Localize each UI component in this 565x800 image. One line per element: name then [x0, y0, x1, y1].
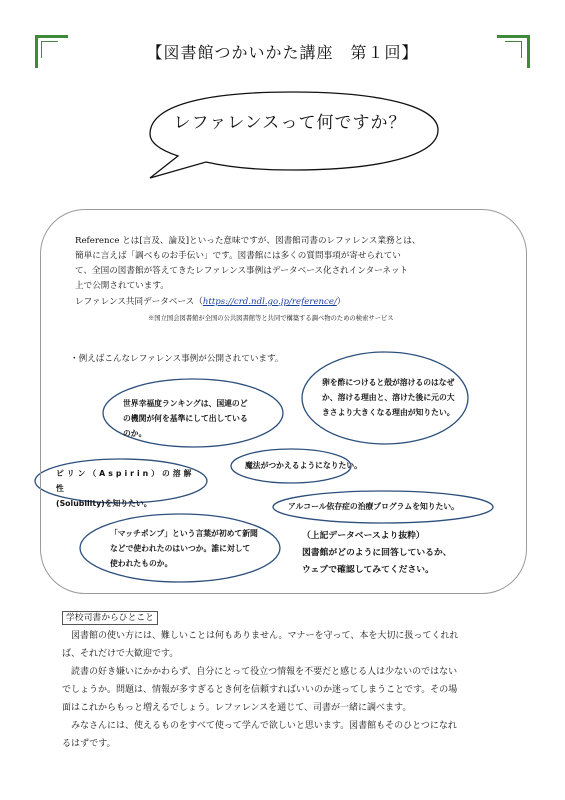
database-line — [75, 295, 345, 310]
speech-bubble-text: レファレンスって何ですか？ — [173, 113, 407, 133]
example-3-text: 魔法がつかえるようになりたい。 — [245, 461, 362, 470]
librarian-line-7: るはずです。 — [62, 739, 116, 749]
librarian-line-4: でしょうか。問題は、情報が多すぎるとき何を信頼すればいいのか迷ってしまうことです。その場 — [62, 685, 458, 695]
speech-bubble — [150, 92, 438, 178]
database-note: ※国立国会図書館が全国の公共図書館等と共同で構築する調べ物のための検索サービス — [148, 315, 394, 322]
example-2-text: 卵を酢につけると殻が溶けるのはなぜ か、溶ける理由と、溶けた後に元の大 きさより大きくなる理由が知りたい。 — [322, 378, 455, 417]
database-label: レファレンス共同データベース（ — [75, 297, 203, 307]
librarian-line-3: 読書の好き嫌いにかかわらず、自分にとって役立つ情報を不要だと感じる人は少ないのではない — [62, 667, 458, 677]
database-link[interactable]: https://crd.ndl.go.jp/reference/ — [202, 297, 337, 307]
librarian-line-6: みなさんには、使えるものをすべて使って学んで欲しいと思います。図書館もそのひとつになれ — [62, 721, 457, 731]
librarian-line-2: ば、それだけで大歓迎です。 — [62, 649, 179, 659]
example-4-text: ピリン（Aspirin）の溶解性 (Solubility)を知りたい。 — [56, 469, 195, 508]
librarian-heading: 学校司書からひとこと — [62, 611, 158, 625]
intro-line-4: 上で公開されています。 — [75, 281, 169, 291]
example-6-text: 「マッチポンプ」という言葉が初めて新聞 などで使われたのはいつか。誰に対して 使われたものか。 — [110, 529, 258, 568]
intro-line-1: Reference とは[言及、論及]といった意味ですが、図書館司書のレファレンス業務とは、 — [75, 236, 421, 246]
page-title: 【図書館つかいかた講座 第１回】 — [146, 43, 419, 62]
librarian-line-5: 面はこれからもっと増えるでしょう。レファレンスを通じて、司書が一緒に調べます。 — [62, 703, 412, 713]
intro-line-3: て、全国の図書館が答えてきたレファレンス事例はデータベース化されインターネット — [75, 266, 409, 276]
example-1-text: 世界幸福度ランキングは、国連のど の機関が何を基準にして出している のか。 — [123, 399, 248, 438]
example-5-text: アルコール依存症の治療プログラムを知りたい。 — [288, 502, 459, 511]
librarian-line-1: 図書館の使い方には、難しいことは何もありません。マナーを守って、本を大切に扱ってくれれ — [62, 631, 459, 641]
database-close: ） — [336, 297, 346, 307]
examples-intro: ・例えばこんなレファレンス事例が公開されています。 — [70, 354, 284, 364]
intro-line-2: 簡単に言えば「調べものお手伝い」です。図書館には多くの質問事項が寄せられてい — [75, 251, 401, 261]
librarian-message — [62, 627, 458, 753]
excerpt-note: （上記データベースより抜粋） 図書館がどのように回答しているか、 ウェブで確認してみてください。 — [302, 531, 452, 575]
